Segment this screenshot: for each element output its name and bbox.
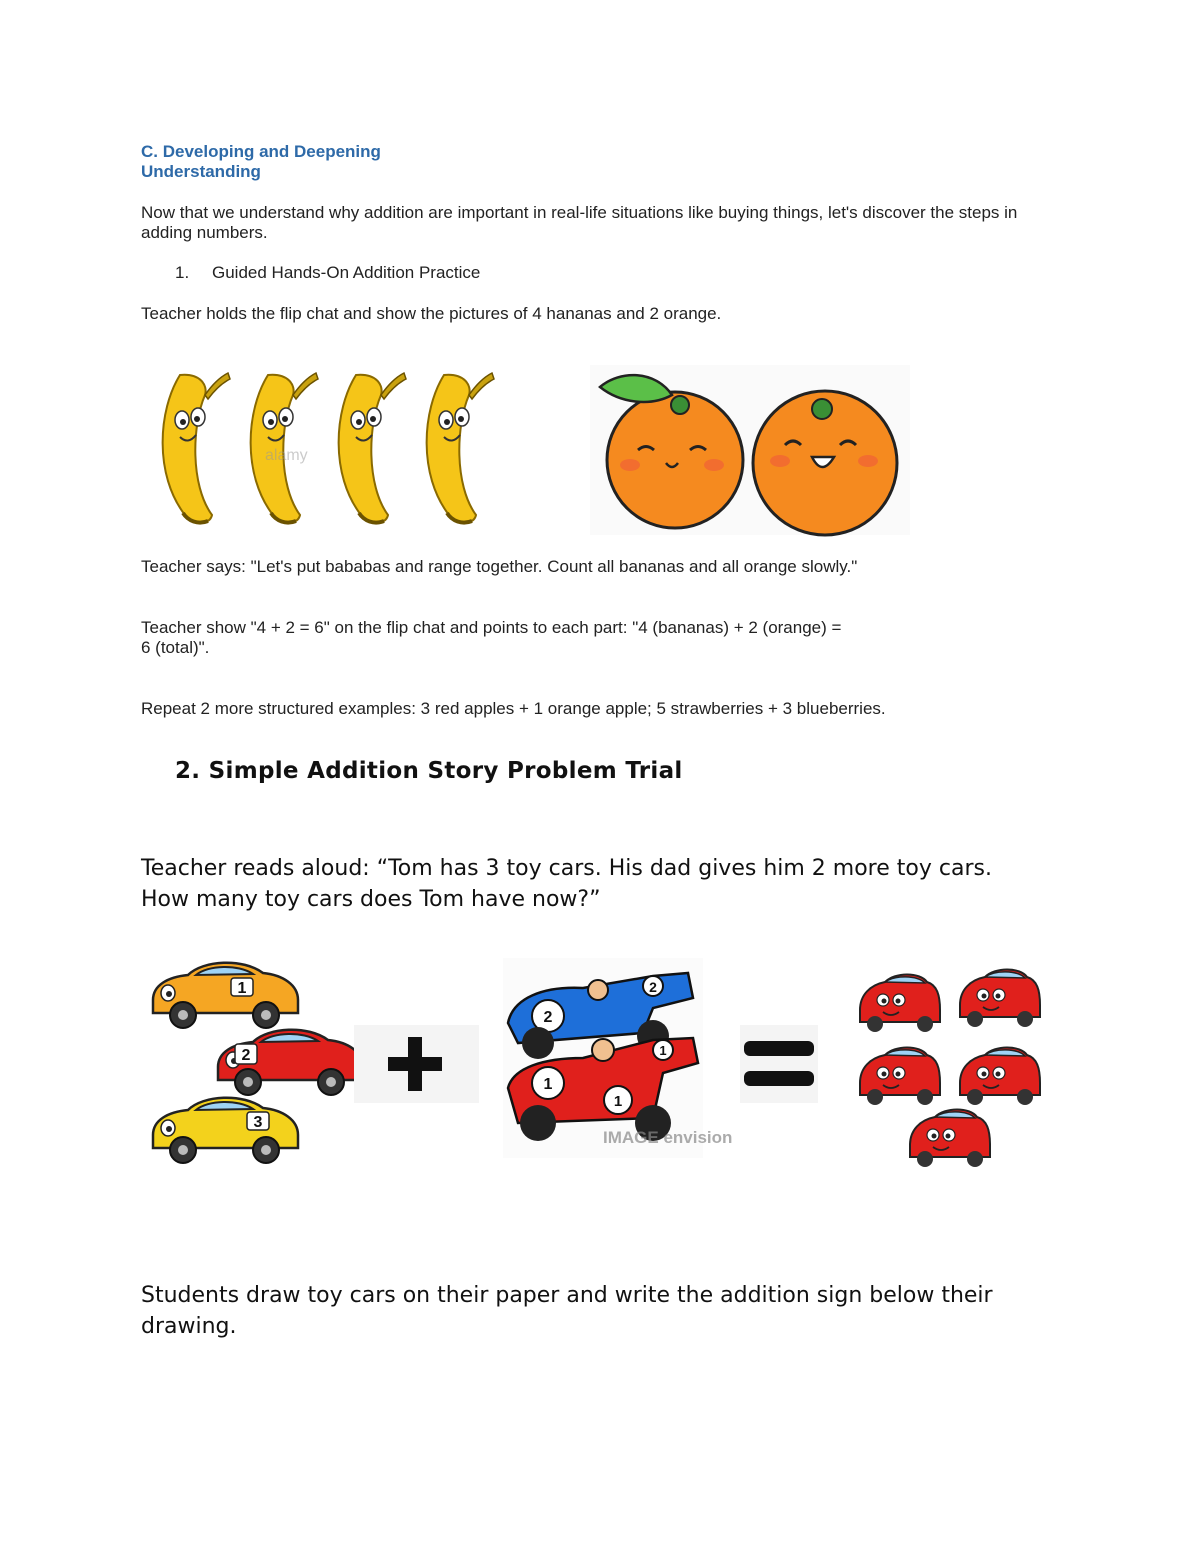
race-number-1b: 1 <box>613 1093 623 1110</box>
oranges-illustration <box>590 365 910 535</box>
list-item-guided-practice <box>175 263 480 283</box>
teacher-show-paragraph <box>141 618 901 658</box>
closing-line1: Students draw toy cars on their paper and write the addition sign below their <box>141 1283 993 1308</box>
race-number-2b: 2 <box>649 979 657 995</box>
banana-4 <box>427 373 494 523</box>
closing-paragraph <box>141 1280 1071 1342</box>
list-text: Guided Hands-On Addition Practice <box>212 263 481 282</box>
teacher-show-line2: 6 (total)". <box>141 638 210 657</box>
result-car-4 <box>960 1048 1040 1106</box>
banana-3 <box>339 373 406 523</box>
result-car-1 <box>860 975 940 1033</box>
story-line1: Teacher reads aloud: “Tom has 3 toy cars. His dad gives him 2 more toy cars. <box>141 856 992 881</box>
intro-paragraph: Now that we understand why addition are important in real-life situations like buying things, let's discover the steps in adding numbers. <box>141 203 1018 242</box>
car-orange <box>153 963 298 1028</box>
banana-watermark: alamy <box>265 447 308 464</box>
banana-1 <box>163 373 230 523</box>
cars-group-2 <box>503 958 733 1158</box>
result-car-5 <box>910 1110 990 1168</box>
car-number-3: 3 <box>253 1114 263 1131</box>
story-line2: How many toy cars does Tom have now?” <box>141 887 601 912</box>
section-heading <box>141 142 381 182</box>
result-car-3 <box>860 1048 940 1106</box>
race-number-1c: 1 <box>659 1043 667 1058</box>
teacher-says-paragraph: Teacher says: "Let's put bababas and range together. Count all bananas and all orange slowly." <box>141 557 858 576</box>
list-number: 1. <box>175 263 190 282</box>
bananas-illustration <box>150 365 570 535</box>
race-number-1a: 1 <box>543 1076 553 1093</box>
car-number-2: 2 <box>241 1047 251 1064</box>
plus-sign-icon <box>354 1025 479 1103</box>
orange-2 <box>753 391 897 535</box>
flip-chart-paragraph: Teacher holds the flip chat and show the pictures of 4 hananas and 2 orange. <box>141 304 722 323</box>
cars-group-1 <box>143 950 353 1165</box>
cars-result-group <box>855 965 1045 1170</box>
teacher-show-line1: Teacher show "4 + 2 = 6" on the flip chat and points to each part: "4 (bananas) + 2 (orange) = <box>141 618 842 637</box>
equals-sign-icon <box>740 1025 818 1103</box>
race-number-2a: 2 <box>543 1009 553 1026</box>
car-yellow <box>153 1098 298 1163</box>
closing-line2: drawing. <box>141 1314 237 1339</box>
section-heading-line1: C. Developing and Deepening <box>141 142 381 161</box>
section-heading-line2: Understanding <box>141 162 261 181</box>
story-paragraph <box>141 853 1071 915</box>
repeat-examples-paragraph: Repeat 2 more structured examples: 3 red apples + 1 orange apple; 5 strawberries + 3 blueberries. <box>141 699 886 718</box>
section2-title: 2. Simple Addition Story Problem Trial <box>175 758 683 784</box>
result-car-2 <box>960 970 1040 1028</box>
car-number-1: 1 <box>237 980 247 997</box>
image-watermark: IMAGE envision <box>603 1128 733 1147</box>
